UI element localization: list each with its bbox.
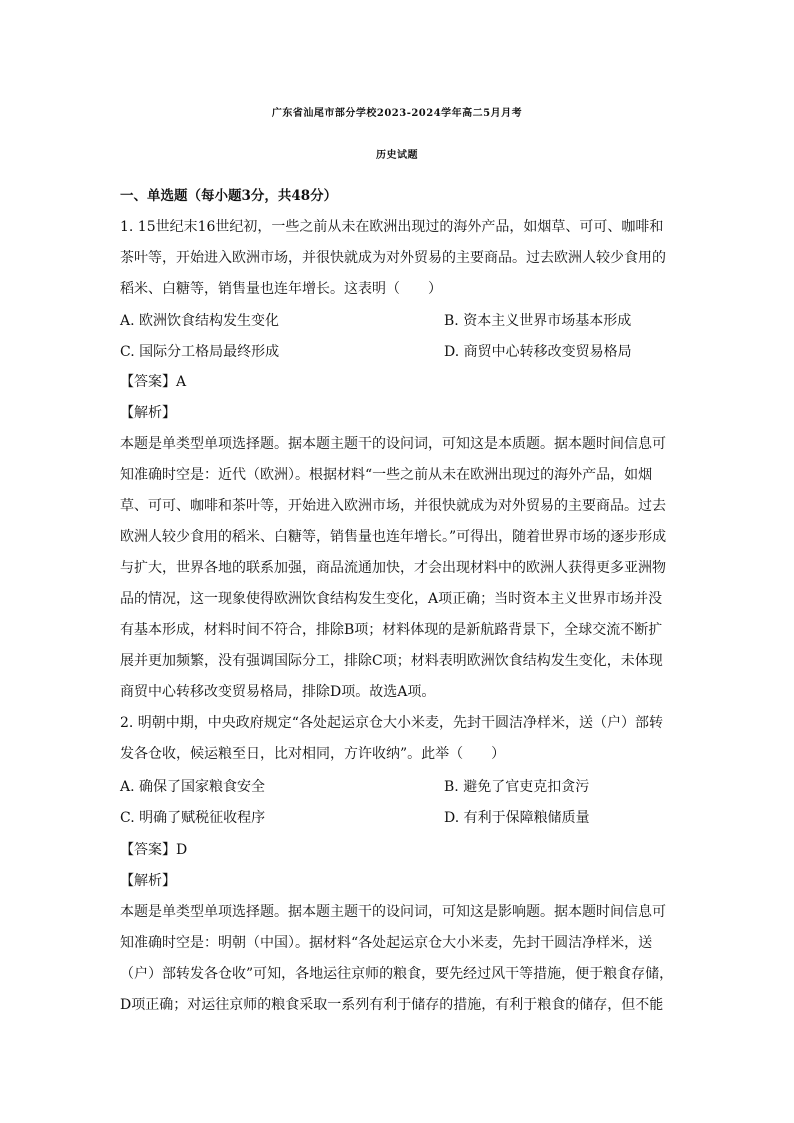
q1-option-c: C. 国际分工格局最终形成: [120, 344, 280, 360]
q1-analysis-line: 与扩大，世界各地的联系加强，商品流通加快，才会出现材料中的欧洲人获得更多亚洲物: [120, 560, 666, 576]
q1-answer: 【答案】A: [120, 374, 187, 390]
q2-option-c: C. 明确了赋税征收程序: [120, 810, 266, 826]
q1-analysis-line: 品的情况，这一现象使得欧洲饮食结构发生变化，A项正确；当时资本主义世界市场并没: [120, 591, 663, 607]
q1-option-b: B. 资本主义世界市场基本形成: [444, 313, 632, 329]
q1-analysis-line: 展并更加频繁，没有强调国际分工，排除C项；材料表明欧洲饮食结构发生变化，未体现: [120, 653, 663, 669]
q1-stem-line: 茶叶等，开始进入欧洲市场，并很快就成为对外贸易的主要商品。过去欧洲人较少食用的: [120, 250, 666, 266]
q2-analysis-label: 【解析】: [120, 873, 176, 889]
q2-analysis-line: 知准确时空是：明朝（中国）。据材料“各处起运京仓大小米麦，先封干圆洁净样米，送: [120, 935, 653, 951]
q2-option-a: A. 确保了国家粮食安全: [120, 779, 266, 795]
q1-stem-line: 稻米、白糖等，销售量也连年增长。这表明（ ）: [120, 281, 442, 297]
q1-analysis-label: 【解析】: [120, 405, 176, 421]
q1-stem-line: 1. 15世纪末16世纪初，一些之前从未在欧洲出现过的海外产品，如烟草、可可、咖啡和: [120, 219, 664, 235]
q2-option-d: D. 有利于保障粮储质量: [444, 810, 590, 826]
q2-analysis-line: D项正确；对运往京师的粮食采取一系列有利于储存的措施，有利于粮食的储存，但不能: [120, 997, 664, 1013]
q2-stem-line: 2. 明朝中期，中央政府规定“各处起运京仓大小米麦，先封干圆洁净样米，送（户）部转: [120, 715, 663, 731]
q2-analysis-line: 本题是单类型单项选择题。据本题主题干的设问词，可知这是影响题。据本题时间信息可: [120, 904, 666, 920]
q1-option-d: D. 商贸中心转移改变贸易格局: [444, 344, 632, 360]
q1-option-a: A. 欧洲饮食结构发生变化: [120, 313, 280, 329]
q1-analysis-line: 商贸中心转移改变贸易格局，排除D项。故选A项。: [120, 684, 436, 700]
q2-option-b: B. 避免了官吏克扣贪污: [444, 779, 590, 795]
q2-analysis-line: （户）部转发各仓收”可知，各地运往京师的粮食，要先经过风干等措施，便于粮食存储，: [120, 966, 674, 982]
q1-analysis-line: 知准确时空是：近代（欧洲）。根据材料“一些之前从未在欧洲出现过的海外产品，如烟: [120, 467, 653, 483]
document-subtitle: 历史试题: [376, 150, 418, 161]
document-title: 广东省汕尾市部分学校2023-2024学年高二5月月考: [271, 108, 523, 119]
q1-analysis-line: 本题是单类型单项选择题。据本题主题干的设问词，可知这是本质题。据本题时间信息可: [120, 436, 666, 452]
section-heading: 一、单选题（每小题3分，共48分）: [120, 188, 338, 204]
q1-analysis-line: 草、可可、咖啡和茶叶等，开始进入欧洲市场，并很快就成为对外贸易的主要商品。过去: [120, 498, 666, 514]
q2-stem-line: 发各仓收，候运粮至日，比对相同，方许收纳”。此举（ ）: [120, 746, 506, 762]
q2-answer: 【答案】D: [120, 842, 188, 858]
q1-analysis-line: 欧洲人较少食用的稻米、白糖等，销售量也连年增长。”可得出，随着世界市场的逐步形成: [120, 529, 667, 545]
q1-analysis-line: 有基本形成，材料时间不符合，排除B项；材料体现的是新航路背景下，全球交流不断扩: [120, 622, 663, 638]
